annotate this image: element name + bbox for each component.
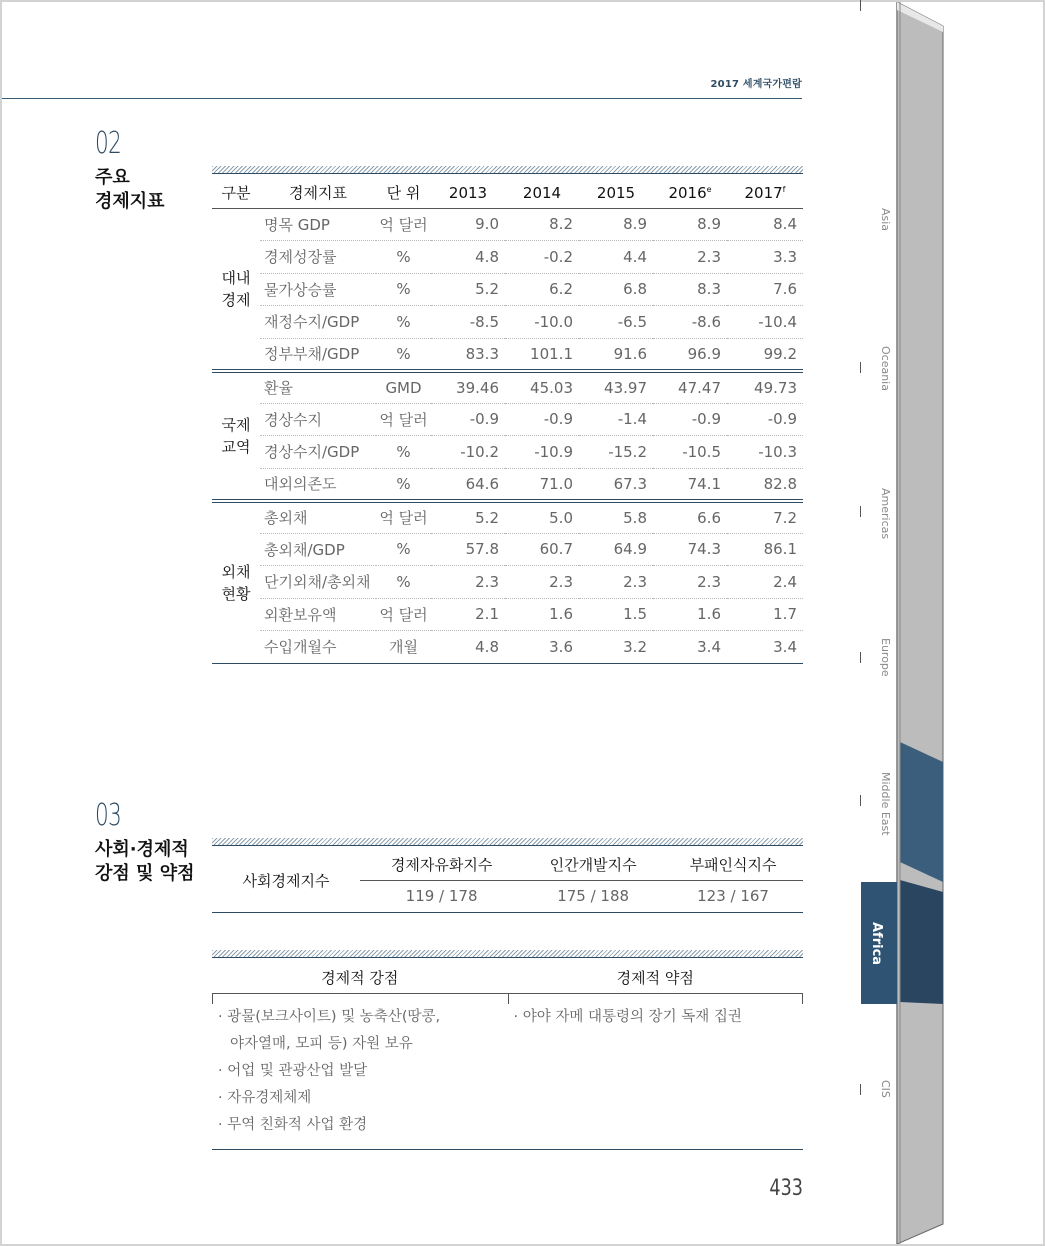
economic-indicators-table	[212, 178, 803, 664]
value-cell: -10.2	[431, 436, 505, 469]
value-cell: -10.0	[505, 306, 579, 339]
unit-cell: %	[376, 566, 431, 599]
unit-cell: %	[376, 241, 431, 274]
side-tab-tick	[860, 0, 861, 11]
value-cell: -6.5	[579, 306, 653, 339]
econ-table-hatch	[212, 166, 803, 174]
value-cell: 4.4	[579, 241, 653, 274]
value-cell: 49.73	[727, 371, 803, 404]
indicator-cell: 경상수지	[260, 403, 376, 436]
social-row-label: 사회경제지수	[212, 850, 360, 912]
value-cell: -10.3	[727, 436, 803, 469]
value-cell: 83.3	[431, 338, 505, 371]
value-cell: -0.2	[505, 241, 579, 274]
table-row	[212, 241, 803, 274]
col-header-2015: 2015	[579, 178, 653, 208]
value-cell: 5.2	[431, 501, 505, 534]
value-cell: 2.3	[653, 241, 727, 274]
value-cell: 4.8	[431, 241, 505, 274]
value-cell: -15.2	[579, 436, 653, 469]
value-cell: -8.6	[653, 306, 727, 339]
econ-header-row	[212, 178, 803, 208]
value-cell: 2.4	[727, 566, 803, 599]
value-cell: -10.5	[653, 436, 727, 469]
value-cell: -8.5	[431, 306, 505, 339]
weaknesses-list	[508, 994, 804, 1149]
page-number: 433	[769, 1176, 803, 1201]
value-cell: 8.9	[579, 208, 653, 241]
value-cell: 71.0	[505, 468, 579, 501]
value-cell: -0.9	[727, 403, 803, 436]
table-row	[212, 338, 803, 371]
value-cell: 2.1	[431, 598, 505, 631]
sw-header-row	[212, 962, 803, 994]
list-item: · 자유경제체제	[218, 1090, 312, 1106]
value-cell: -1.4	[579, 403, 653, 436]
sw-table-hatch	[212, 950, 803, 958]
weaknesses-header: 경제적 약점	[616, 969, 694, 987]
table-row	[212, 208, 803, 241]
value-cell: 43.97	[579, 371, 653, 404]
value-cell: 64.6	[431, 468, 505, 501]
col-header-human-development: 인간개발지수	[523, 850, 663, 880]
table-row	[212, 436, 803, 469]
value-cell: 47.47	[653, 371, 727, 404]
value-cell: 101.1	[505, 338, 579, 371]
strengths-weaknesses-table	[212, 962, 803, 1150]
value-cell: 3.4	[653, 631, 727, 664]
section3-title	[95, 838, 194, 886]
indicator-cell: 재정수지/GDP	[260, 306, 376, 339]
value-cell: 60.7	[505, 533, 579, 566]
list-item: · 어업 및 관광산업 발달	[218, 1063, 368, 1079]
indicator-cell: 물가상승률	[260, 273, 376, 306]
header-rule	[2, 98, 802, 99]
table-row	[212, 306, 803, 339]
value-cell: 6.8	[579, 273, 653, 306]
indicator-cell: 경상수지/GDP	[260, 436, 376, 469]
value-economic-freedom: 119 / 178	[360, 880, 523, 912]
sup-estimate: e	[706, 184, 712, 194]
value-cell: 8.4	[727, 208, 803, 241]
category-line: 국제	[221, 415, 251, 434]
list-item: 야자열매, 모피 등) 자원 보유	[230, 1036, 413, 1052]
side-tab-tick	[860, 795, 861, 806]
value-cell: -0.9	[431, 403, 505, 436]
category-line: 대내	[221, 268, 251, 287]
value-cell: 8.2	[505, 208, 579, 241]
value-cell: 3.2	[579, 631, 653, 664]
indicator-cell: 경제성장률	[260, 241, 376, 274]
value-cell: 6.6	[653, 501, 727, 534]
value-cell: 3.4	[727, 631, 803, 664]
col-header-unit: 단 위	[376, 178, 431, 208]
table-row	[212, 598, 803, 631]
indicator-cell: 단기외채/총외채	[260, 566, 376, 599]
divider-tick	[508, 994, 509, 1004]
side-tab-africa[interactable]	[861, 882, 897, 1004]
section3-title-line: 사회·경제적	[95, 839, 189, 860]
value-cell: -10.9	[505, 436, 579, 469]
value-cell: 86.1	[727, 533, 803, 566]
table-row	[212, 631, 803, 664]
indicator-cell: 정부부채/GDP	[260, 338, 376, 371]
social-table-hatch	[212, 838, 803, 846]
value-cell: 2.3	[431, 566, 505, 599]
value-cell: 1.5	[579, 598, 653, 631]
unit-cell: %	[376, 338, 431, 371]
col-header-corruption-perception: 부패인식지수	[663, 850, 803, 880]
indicator-cell: 총외채/GDP	[260, 533, 376, 566]
side-tab-middle-east[interactable]: Middle East	[879, 772, 892, 836]
value-cell: 5.2	[431, 273, 505, 306]
table-row	[212, 403, 803, 436]
divider-tick	[212, 994, 213, 1004]
value-cell: 4.8	[431, 631, 505, 664]
unit-cell: 억 달러	[376, 403, 431, 436]
col-header-indicator: 경제지표	[260, 178, 376, 208]
divider-tick	[802, 994, 803, 1004]
value-cell: 74.3	[653, 533, 727, 566]
section2-title	[95, 166, 165, 214]
side-tab-label: Africa	[869, 922, 884, 966]
value-cell: 1.7	[727, 598, 803, 631]
value-cell: 96.9	[653, 338, 727, 371]
col-header-2013: 2013	[431, 178, 505, 208]
col-header-category: 구분	[212, 178, 260, 208]
value-cell: 8.3	[653, 273, 727, 306]
side-tab-europe[interactable]: Europe	[879, 638, 892, 677]
indicator-cell: 대외의존도	[260, 468, 376, 501]
category-line: 교역	[221, 437, 251, 456]
unit-cell: %	[376, 436, 431, 469]
sw-body	[212, 994, 803, 1150]
col-header-2014: 2014	[505, 178, 579, 208]
value-cell: 99.2	[727, 338, 803, 371]
value-cell: 74.1	[653, 468, 727, 501]
book-edge	[897, 2, 945, 1244]
side-tab-tick	[860, 362, 861, 373]
unit-cell: 억 달러	[376, 501, 431, 534]
value-cell: 45.03	[505, 371, 579, 404]
table-row	[212, 566, 803, 599]
value-cell: -0.9	[505, 403, 579, 436]
value-cell: 2.3	[579, 566, 653, 599]
section2-title-line: 주요	[95, 167, 130, 188]
value-human-development: 175 / 188	[523, 880, 663, 912]
strengths-list	[212, 994, 508, 1149]
section3-number: 03	[95, 798, 122, 833]
category-line: 현황	[221, 584, 251, 603]
value-cell: 2.3	[653, 566, 727, 599]
section2-title-line: 경제지표	[95, 191, 165, 212]
value-cell: 5.8	[579, 501, 653, 534]
category-cell	[212, 501, 260, 664]
list-item: · 야야 자메 대통령의 장기 독재 집권	[513, 1009, 742, 1025]
unit-cell: 개월	[376, 631, 431, 664]
indicator-cell: 총외채	[260, 501, 376, 534]
side-tab-oceania[interactable]: Oceania	[879, 346, 892, 391]
value-cell: 64.9	[579, 533, 653, 566]
table-row	[212, 273, 803, 306]
value-cell: 7.6	[727, 273, 803, 306]
unit-cell: 억 달러	[376, 208, 431, 241]
value-cell: 6.2	[505, 273, 579, 306]
value-cell: 3.6	[505, 631, 579, 664]
value-cell: 2.3	[505, 566, 579, 599]
socioeconomic-index-table	[212, 850, 803, 913]
value-cell: 1.6	[653, 598, 727, 631]
col-header-2016: 2016e	[653, 178, 727, 208]
value-cell: 82.8	[727, 468, 803, 501]
value-cell: 39.46	[431, 371, 505, 404]
side-tab-asia[interactable]: Asia	[879, 208, 892, 232]
list-item: · 무역 친화적 사업 환경	[218, 1117, 368, 1133]
table-row	[212, 533, 803, 566]
unit-cell: %	[376, 533, 431, 566]
side-tab-tick	[860, 506, 861, 517]
value-cell: 3.3	[727, 241, 803, 274]
value-cell: 67.3	[579, 468, 653, 501]
unit-cell: %	[376, 306, 431, 339]
unit-cell: GMD	[376, 371, 431, 404]
section3-title-line: 강점 및 약점	[95, 863, 195, 884]
unit-cell: 억 달러	[376, 598, 431, 631]
side-tab-americas[interactable]: Americas	[879, 488, 892, 540]
value-cell: 91.6	[579, 338, 653, 371]
value-cell: 5.0	[505, 501, 579, 534]
header-title: 2017 세계국가편람	[710, 79, 802, 90]
value-cell: 57.8	[431, 533, 505, 566]
category-line: 외채	[221, 562, 251, 581]
side-tab-tick	[860, 1084, 861, 1095]
value-corruption-perception: 123 / 167	[663, 880, 803, 912]
value-cell: -10.4	[727, 306, 803, 339]
category-cell	[212, 208, 260, 371]
category-line: 경제	[221, 290, 251, 309]
unit-cell: %	[376, 273, 431, 306]
value-cell: 8.9	[653, 208, 727, 241]
col-header-2017: 2017$^f$	[727, 178, 803, 208]
indicator-cell: 외환보유액	[260, 598, 376, 631]
value-cell: 9.0	[431, 208, 505, 241]
social-header-row	[212, 850, 803, 880]
category-cell	[212, 371, 260, 501]
value-cell: -0.9	[653, 403, 727, 436]
side-tab-cis[interactable]: CIS	[879, 1080, 892, 1098]
indicator-cell: 수입개월수	[260, 631, 376, 664]
value-cell: 1.6	[505, 598, 579, 631]
value-cell: 7.2	[727, 501, 803, 534]
list-item: · 광물(보크사이트) 및 농축산(땅콩,	[218, 1009, 441, 1025]
strengths-header: 경제적 강점	[321, 969, 399, 987]
indicator-cell: 환율	[260, 371, 376, 404]
sup-forecast: f	[782, 184, 786, 194]
section2-number: 02	[95, 126, 122, 161]
indicator-cell: 명목 GDP	[260, 208, 376, 241]
unit-cell: %	[376, 468, 431, 501]
col-header-economic-freedom: 경제자유화지수	[360, 850, 523, 880]
table-row	[212, 501, 803, 534]
table-row	[212, 371, 803, 404]
table-row	[212, 468, 803, 501]
side-tab-tick	[860, 652, 861, 663]
